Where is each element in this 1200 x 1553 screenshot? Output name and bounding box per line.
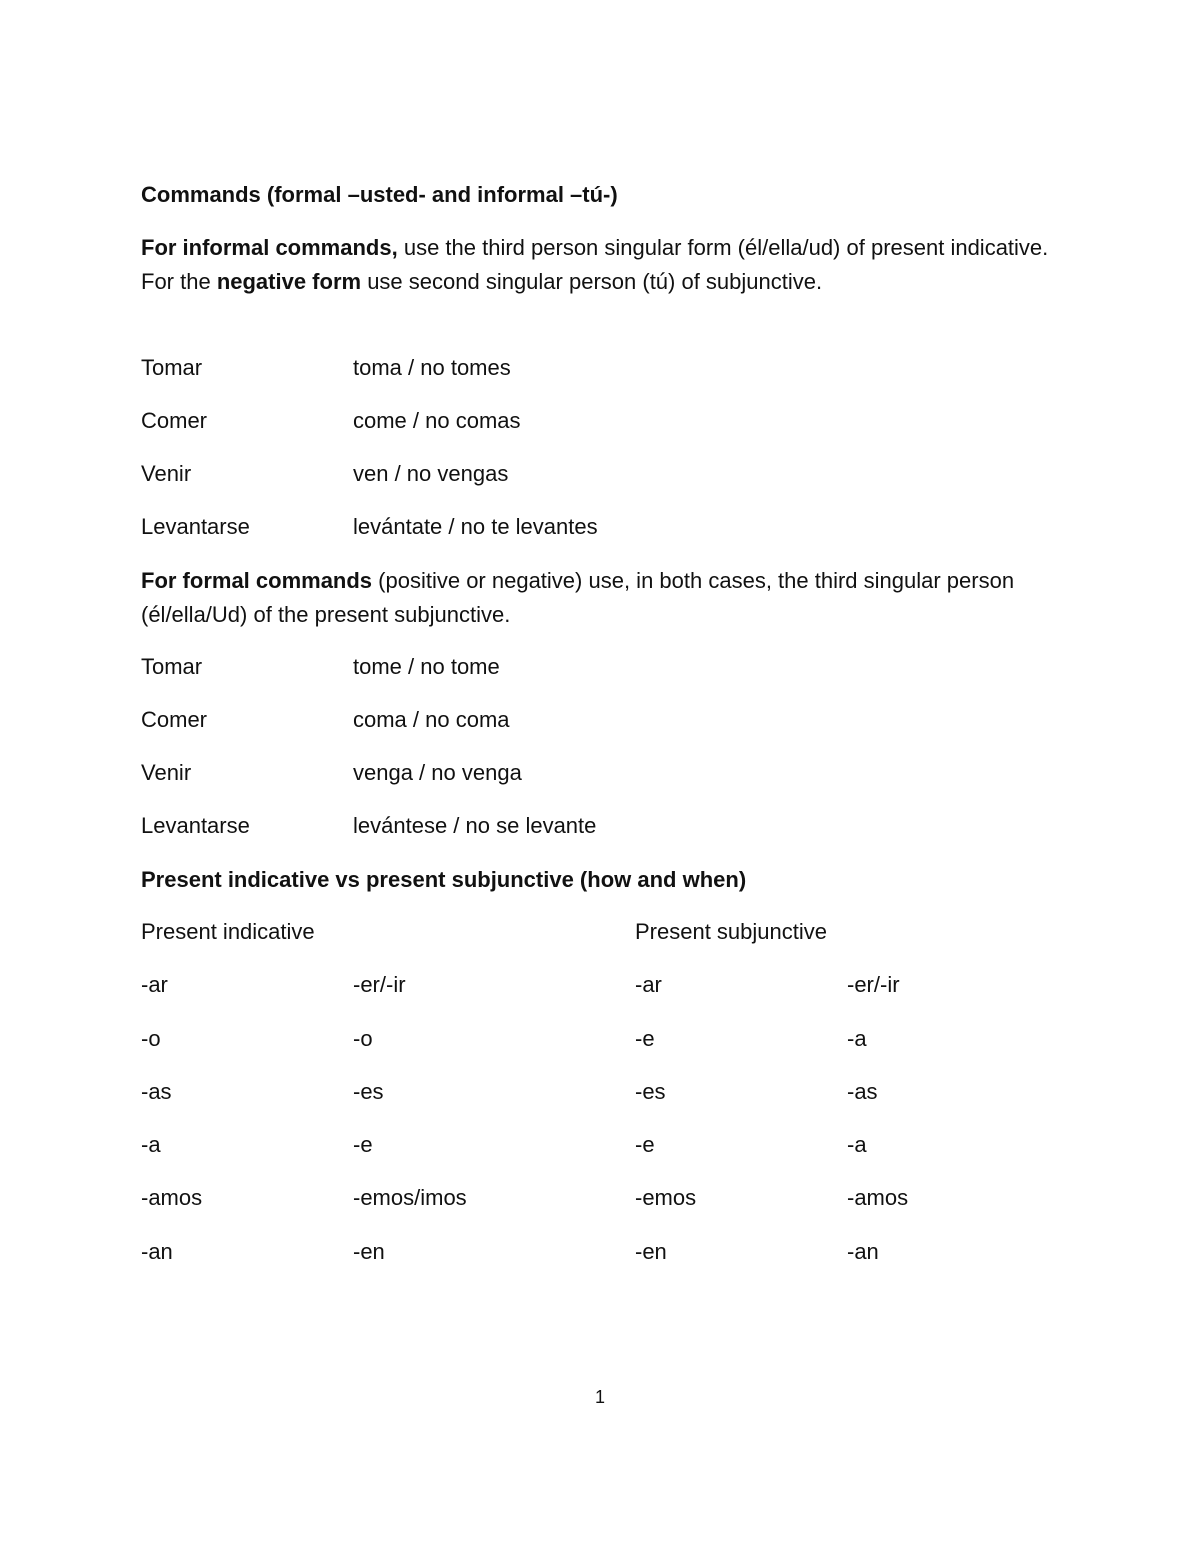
ending-cell: -e <box>635 1132 655 1157</box>
ending-cell: -en <box>635 1239 667 1264</box>
formal-form: coma / no coma <box>353 707 510 732</box>
endings-heading: Present indicative vs present subjunctive (how and when) <box>141 867 747 892</box>
informal-verb: Comer <box>141 408 208 433</box>
formal-commands-paragraph <box>141 564 1061 632</box>
ending-cell: -o <box>353 1026 373 1051</box>
informal-form: toma / no tomes <box>353 355 511 380</box>
ending-cell: -an <box>847 1239 879 1264</box>
informal-text-2: use second singular person (tú) of subjunctive. <box>361 269 823 294</box>
ending-cell: -emos <box>635 1185 697 1210</box>
ending-cell: -an <box>141 1239 173 1264</box>
formal-verb: Tomar <box>141 654 203 679</box>
present-indicative-label: Present indicative <box>141 919 315 944</box>
negative-form-label: negative form <box>216 269 362 294</box>
informal-lead: For informal commands, <box>141 235 398 260</box>
formal-form: levántese / no se levante <box>353 813 597 838</box>
page-number: 1 <box>594 1387 605 1407</box>
ending-header: -er/-ir <box>353 972 406 997</box>
informal-form: come / no comas <box>353 408 521 433</box>
informal-form: ven / no vengas <box>353 461 509 486</box>
formal-lead: For formal commands <box>141 568 373 593</box>
present-subjunctive-label: Present subjunctive <box>635 919 827 944</box>
informal-verb: Levantarse <box>141 514 250 539</box>
informal-text-1: use the third person singular form (él/ella/ud) of present indicative. For the <box>141 235 1049 294</box>
formal-verb: Levantarse <box>141 813 250 838</box>
formal-verb: Comer <box>141 707 208 732</box>
ending-cell: -o <box>141 1026 161 1051</box>
ending-cell: -a <box>141 1132 161 1157</box>
ending-cell: -a <box>847 1026 867 1051</box>
ending-cell: -as <box>141 1079 172 1104</box>
ending-cell: -as <box>847 1079 878 1104</box>
ending-cell: -es <box>635 1079 666 1104</box>
ending-cell: -e <box>353 1132 373 1157</box>
document-title: Commands (formal –usted- and informal –tú-) <box>141 182 618 207</box>
ending-cell: -e <box>635 1026 655 1051</box>
ending-header: -er/-ir <box>847 972 900 997</box>
formal-form: tome / no tome <box>353 654 500 679</box>
formal-form: venga / no venga <box>353 760 522 785</box>
ending-cell: -emos/imos <box>353 1185 467 1210</box>
formal-text: (positive or negative) use, in both cases, the third singular person (él/ella/Ud) of the present subjunctive. <box>141 568 1015 627</box>
ending-cell: -a <box>847 1132 867 1157</box>
ending-cell: -amos <box>141 1185 203 1210</box>
ending-header: -ar <box>635 972 662 997</box>
ending-cell: -amos <box>847 1185 909 1210</box>
ending-cell: -en <box>353 1239 385 1264</box>
informal-verb: Venir <box>141 461 192 486</box>
ending-cell: -es <box>353 1079 384 1104</box>
informal-verb: Tomar <box>141 355 203 380</box>
ending-header: -ar <box>141 972 168 997</box>
informal-form: levántate / no te levantes <box>353 514 598 539</box>
informal-commands-paragraph <box>141 231 1061 299</box>
formal-verb: Venir <box>141 760 192 785</box>
